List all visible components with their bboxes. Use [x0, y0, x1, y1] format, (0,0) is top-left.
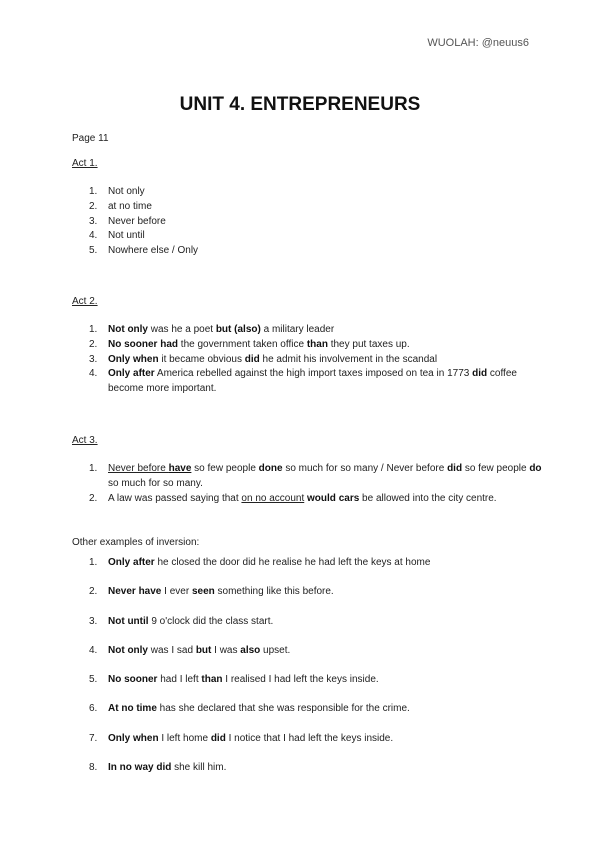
list-item	[72, 644, 548, 659]
item-number: 4.	[89, 368, 98, 380]
bold-phrase: than	[306, 338, 328, 350]
list-item	[72, 556, 548, 571]
list-item	[72, 323, 548, 338]
item-text: 9 o'clock did the class start.	[148, 615, 274, 627]
item-text: so few people	[191, 463, 259, 474]
list-item	[72, 492, 548, 507]
item-number: 5.	[89, 245, 98, 257]
list-item	[72, 673, 548, 688]
item-text: so much for so many / Never before	[282, 463, 448, 474]
item-text: coffee become more important.	[108, 368, 517, 395]
act3-list	[72, 462, 548, 506]
bold-phrase: but	[195, 644, 212, 656]
item-text: so much for so many.	[108, 477, 203, 489]
act3-heading: Act 3.	[72, 435, 98, 446]
item-number: 1.	[89, 463, 98, 474]
list-item	[72, 185, 548, 200]
list-item	[72, 615, 548, 630]
item-number: 2.	[89, 586, 98, 598]
item-text: I was	[211, 644, 241, 656]
item-number: 1.	[89, 186, 98, 197]
bold-phrase: No sooner had	[108, 338, 179, 350]
item-number: 7.	[89, 732, 98, 744]
page-label: Page 11	[72, 133, 109, 144]
bold-phrase: seen	[191, 586, 215, 598]
item-number: 2.	[89, 492, 98, 504]
item-text: had I left	[157, 674, 202, 686]
list-item	[72, 585, 548, 600]
item-text: it became obvious	[158, 353, 245, 365]
item-number: 4.	[89, 644, 98, 656]
bold-phrase: Not only	[108, 644, 148, 656]
list-item	[72, 215, 548, 230]
list-item	[72, 338, 548, 353]
act2-list	[72, 323, 548, 397]
bold-phrase: did	[472, 368, 488, 380]
other-examples-list	[72, 556, 548, 790]
item-text: I left home	[158, 732, 211, 744]
act1-list	[72, 185, 548, 259]
page-title: UNIT 4. ENTREPRENEURS	[179, 94, 421, 115]
item-text: he admit his involvement in the scandal	[259, 353, 438, 365]
bold-phrase: Only when	[108, 353, 159, 365]
list-item	[72, 367, 548, 397]
list-item	[72, 353, 548, 368]
item-number: 1.	[89, 557, 98, 568]
item-text: I ever	[161, 586, 192, 598]
item-text: was he a poet	[148, 324, 216, 335]
bold-phrase: also	[240, 644, 261, 656]
item-text: Not until	[108, 230, 145, 242]
bold-phrase: did	[447, 463, 463, 474]
item-number: 2.	[89, 338, 98, 350]
bold-phrase: do	[529, 463, 542, 474]
item-text: has she declared that she was responsible for the crime.	[156, 703, 410, 715]
bold-phrase: Not only	[108, 324, 148, 335]
bold-phrase: Not until	[108, 615, 149, 627]
item-text: so few people	[462, 463, 530, 474]
list-item	[72, 462, 548, 492]
item-number: 3.	[89, 615, 98, 627]
item-number: 1.	[89, 324, 98, 335]
item-text: be allowed into the city centre.	[359, 492, 497, 504]
list-item	[72, 761, 548, 776]
item-text: something like this before.	[214, 586, 334, 598]
list-item	[72, 229, 548, 244]
bold-phrase: Never have	[108, 586, 162, 598]
bold-phrase: Only when	[108, 732, 159, 744]
item-number: 4.	[89, 230, 98, 242]
item-text: Never before	[108, 215, 166, 227]
watermark: WUOLAH: @neuus6	[427, 37, 529, 49]
bold-phrase: done	[258, 463, 283, 474]
item-number: 3.	[89, 215, 98, 227]
item-text: A law was passed saying that	[108, 492, 242, 504]
item-number: 2.	[89, 200, 98, 212]
item-text: Not only	[108, 186, 145, 197]
item-number: 6.	[89, 703, 98, 715]
act1-heading: Act 1.	[72, 158, 98, 169]
underlined-phrase: Never before	[108, 463, 169, 474]
item-text: at no time	[108, 200, 152, 212]
bold-phrase: No sooner	[108, 674, 158, 686]
item-text: they put taxes up.	[327, 338, 410, 350]
bold-phrase: did	[244, 353, 260, 365]
item-text: Nowhere else / Only	[108, 245, 199, 257]
list-item	[72, 200, 548, 215]
item-number: 8.	[89, 762, 98, 774]
list-item	[72, 244, 548, 259]
item-number: 5.	[89, 674, 98, 686]
item-text: America rebelled against the high import taxes imposed on tea in 1773	[154, 368, 473, 380]
bold-phrase: At no time	[108, 703, 157, 715]
bold-phrase: In no way did	[108, 762, 172, 774]
bold-phrase: would cars	[307, 492, 360, 504]
item-text: he closed the door did he realise he had left the keys at home	[154, 557, 431, 568]
item-text: a military leader	[260, 324, 335, 335]
other-examples-heading: Other examples of inversion:	[72, 537, 200, 548]
bold-phrase: than	[201, 674, 223, 686]
item-number: 3.	[89, 353, 98, 365]
item-text: the government taken office	[178, 338, 307, 350]
act2-heading: Act 2.	[72, 296, 98, 307]
item-text: I realised I had left the keys inside.	[222, 674, 379, 686]
bold-phrase: did	[210, 732, 226, 744]
bold-phrase: Only after	[108, 368, 155, 380]
bold-underlined-phrase: have	[168, 463, 192, 474]
underlined-phrase: on no account	[241, 492, 305, 504]
bold-phrase: but (also)	[215, 324, 261, 335]
item-text: was I sad	[148, 644, 196, 656]
item-text: upset.	[260, 644, 291, 656]
list-item	[72, 732, 548, 747]
list-item	[72, 702, 548, 717]
item-text: I notice that I had left the keys inside.	[225, 732, 394, 744]
bold-phrase: Only after	[108, 557, 155, 568]
item-text: she kill him.	[171, 762, 227, 774]
